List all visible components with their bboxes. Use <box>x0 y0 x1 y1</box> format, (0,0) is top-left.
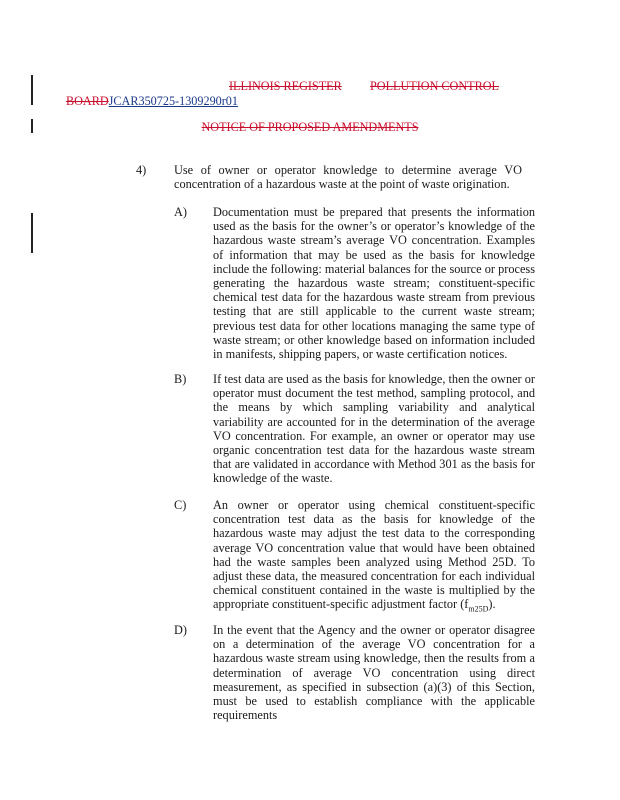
subitem-a-label: A) <box>174 205 187 219</box>
item-4-text: Use of owner or operator knowledge to determine average VO concentration of a hazardous waste at the point of waste origination. <box>174 163 522 192</box>
register-header <box>0 78 620 94</box>
item-4-number: 4) <box>136 163 147 177</box>
subitem-d-label: D) <box>174 623 187 637</box>
register-title: ILLINOIS REGISTER <box>229 79 342 93</box>
subitem-b-text: If test data are used as the basis for knowledge, then the owner or operator must document the test method, sampling protocol, and the means by which sampling variability and analytical variability are accounted for in the determination of the average VO concentration. For example, an owner or operator may use organic concentration test data for the hazardous waste stream that are validated in accordance with Method 301 as the basis for knowledge of the waste. <box>213 372 535 486</box>
subitem-a-text: Documentation must be prepared that presents the information used as the basis for the owner’s or operator’s knowledge of the hazardous waste stream’s average VO concentration. Examples of information that may be used as the basis for knowledge include the following: material balances for the source or process generating the hazardous waste stream; constituent-specific chemical test data for the hazardous waste stream from previous testing that are still applicable to the current waste stream; previous test data for other locations managing the same type of waste stream; or other knowledge based on information included in manifests, shipping papers, or waste certification notices. <box>213 205 535 362</box>
subitem-c-text: An owner or operator using chemical constituent-specific concentration test data as the basis for knowledge of the hazardous waste may adjust the test data to the corresponding average VO concentration value that would have been obtained had the waste samples been analyzed using Method 25D. To adjust these data, the measured concentration for each individual chemical constituent contained in the waste is multiplied by the appropriate constituent-specific adjustment factor $(f_{m25D})$. <box>213 498 535 614</box>
subitem-b-label: B) <box>174 372 187 386</box>
board-code-line <box>66 93 238 109</box>
notice-title: NOTICE OF PROPOSED AMENDMENTS <box>201 120 419 134</box>
board-name-line1: POLLUTION CONTROL <box>370 79 499 93</box>
change-bar-3 <box>31 213 33 253</box>
board-name-line2: BOARD <box>66 94 109 108</box>
jcar-code: JCAR350725-1309290r01 <box>108 94 238 108</box>
adjustment-factor-subscript: m25D <box>468 604 489 614</box>
subitem-d-text: In the event that the Agency and the owner or operator disagree on a determination of the average VO concentration for a hazardous waste stream using knowledge, then the results from a determination of average VO concentration using direct measurement, as specified in subsection (a)(3) of this Section, must be used to establish compliance with the applicable requirements <box>213 623 535 723</box>
subitem-c-label: C) <box>174 498 187 512</box>
